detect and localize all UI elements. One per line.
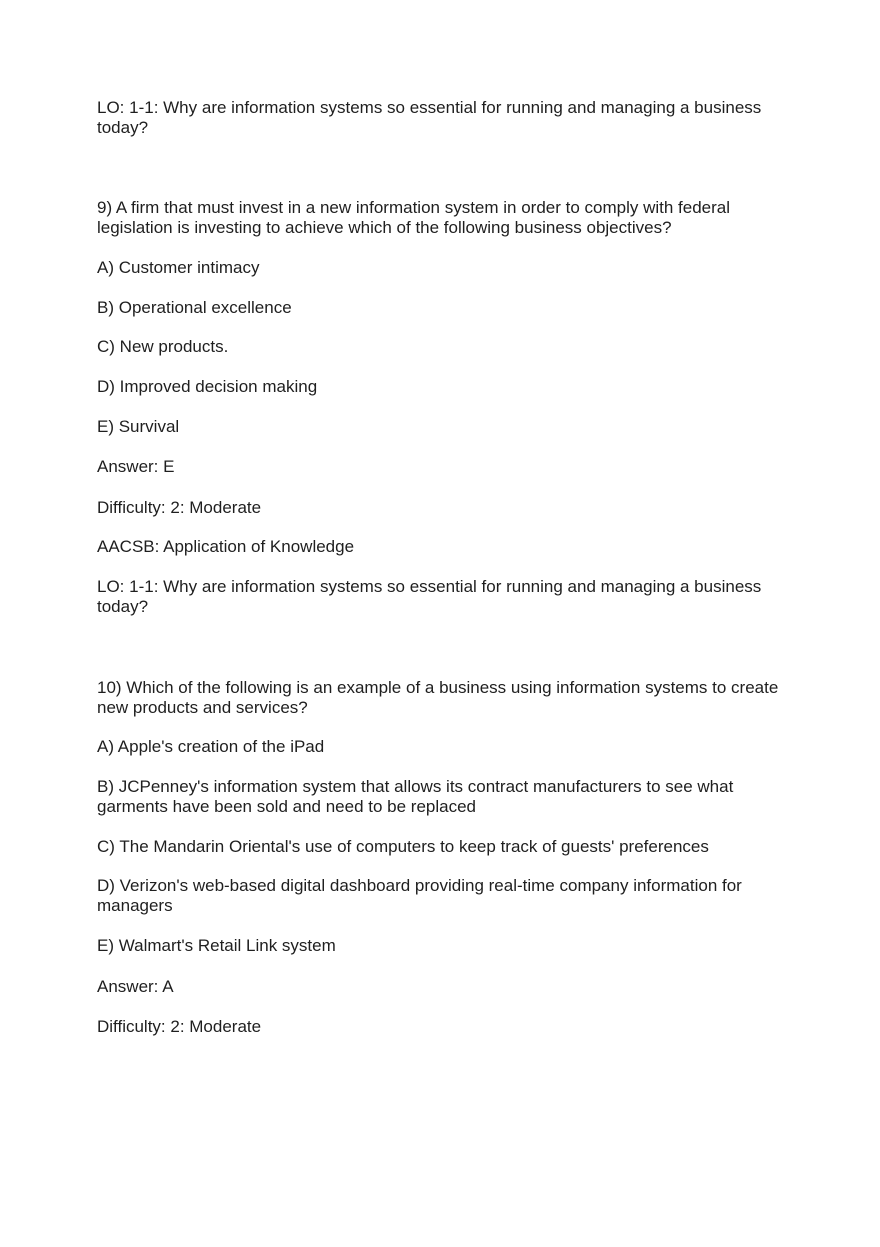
q9-learning-objective: LO: 1-1: Why are information systems so essential for running and managing a business today? [97, 577, 762, 616]
q10-option-d: D) Verizon's web-based digital dashboard providing real-time company information for managers [97, 876, 742, 915]
q10-option-e: E) Walmart's Retail Link system [97, 936, 336, 955]
q9-option-a: A) Customer intimacy [97, 258, 260, 277]
q10-option-c: C) The Mandarin Oriental's use of computers to keep track of guests' preferences [97, 837, 709, 856]
q9-option-b: B) Operational excellence [97, 298, 292, 317]
q10-difficulty: Difficulty: 2: Moderate [97, 1017, 262, 1036]
question-9-text: 9) A firm that must invest in a new information system in order to comply with federal legislation is investing to achieve which of the following business objectives? [97, 198, 731, 237]
q10-option-a: A) Apple's creation of the iPad [97, 737, 325, 756]
q9-aacsb: AACSB: Application of Knowledge [97, 537, 355, 556]
learning-objective: LO: 1-1: Why are information systems so essential for running and managing a business today? [97, 98, 762, 137]
question-10-text: 10) Which of the following is an example of a business using information systems to create new products and services? [97, 678, 779, 717]
q9-answer: Answer: E [97, 457, 175, 476]
q9-difficulty: Difficulty: 2: Moderate [97, 498, 262, 517]
q9-option-c: C) New products. [97, 337, 229, 356]
q10-option-b: B) JCPenney's information system that allows its contract manufacturers to see what garments have been sold and need to be replaced [97, 777, 734, 816]
q9-option-d: D) Improved decision making [97, 377, 318, 396]
q10-answer: Answer: A [97, 977, 174, 996]
q9-option-e: E) Survival [97, 417, 180, 436]
